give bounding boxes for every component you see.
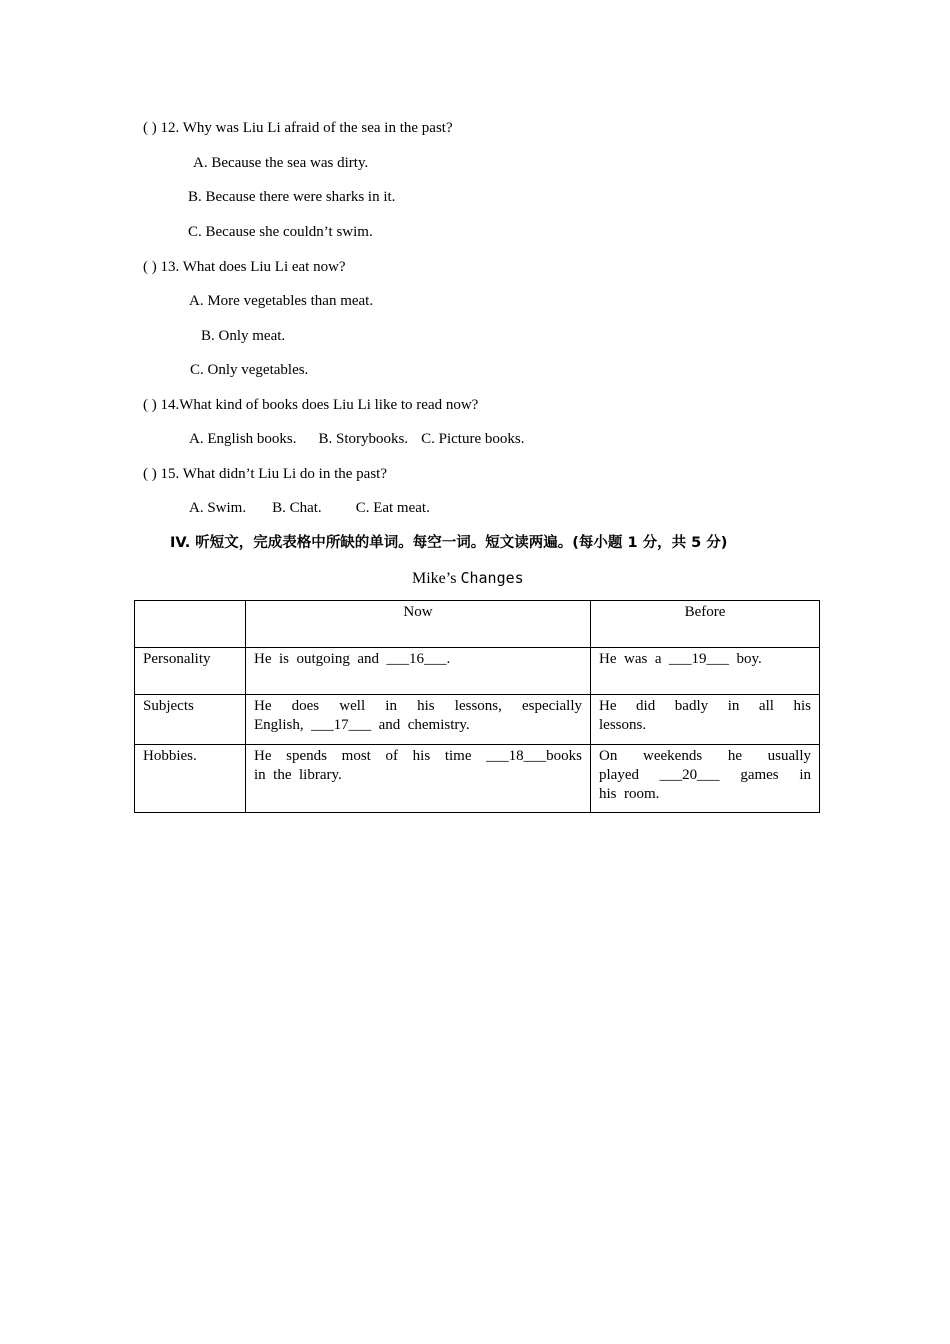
question-12-option-a: A. Because the sea was dirty. [193, 155, 369, 171]
question-13-stem: ( ) 13. What does Liu Li eat now? [143, 259, 346, 275]
cell-subjects-now-line2: English, ___17___ and chemistry. [254, 717, 470, 733]
question-14-option-a: A. English books. [189, 431, 297, 447]
header-before: Before [591, 601, 820, 648]
cell-subjects-before-line1: He did badly in all his [599, 698, 811, 714]
row-label-subjects: Subjects [135, 695, 246, 745]
table-title [412, 569, 524, 588]
question-12-option-c: C. Because she couldn’t swim. [188, 224, 373, 240]
table-row-hobbies [135, 745, 820, 813]
table-title-name: Mike’s [412, 570, 457, 587]
question-13-option-a: A. More vegetables than meat. [189, 293, 374, 309]
question-14-option-b: B. Storybooks. [318, 431, 409, 447]
header-empty-cell [135, 601, 246, 648]
question-15-option-c: C. Eat meat. [355, 500, 430, 516]
cell-hobbies-before-line2: played ___20___ games in [599, 767, 811, 783]
cell-personality-now: He is outgoing and ___16___. [246, 648, 591, 695]
question-15-stem: ( ) 15. What didn’t Liu Li do in the past? [143, 466, 387, 482]
header-now: Now [246, 601, 591, 648]
cell-personality-before: He was a ___19___ boy. [591, 648, 820, 695]
row-label-hobbies: Hobbies. [135, 745, 246, 813]
cell-hobbies-before-line3: his room. [599, 786, 660, 802]
cell-subjects-now-line1: He does well in his lessons, especially [254, 698, 582, 714]
section-title: IV. 听短文，完成表格中所缺的单词。每空一词。短文读两遍。(每小题 1 分，共 5 分) [170, 535, 728, 551]
cell-hobbies-now [246, 745, 591, 813]
cell-subjects-before-line2: lessons. [599, 717, 647, 733]
table-row-personality [135, 648, 820, 695]
cell-hobbies-now-line2: in the library. [254, 767, 342, 783]
changes-table [134, 600, 820, 813]
question-13-option-c: C. Only vegetables. [190, 362, 309, 378]
cell-subjects-before [591, 695, 820, 745]
question-14-stem: ( ) 14.What kind of books does Liu Li like to read now? [143, 397, 479, 413]
table-header-row [135, 601, 820, 648]
cell-hobbies-now-line1: He spends most of his time ___18___books [254, 748, 582, 764]
question-14-option-c: C. Picture books. [421, 431, 525, 447]
question-15-option-a: A. Swim. [189, 500, 247, 516]
cell-hobbies-before [591, 745, 820, 813]
table-title-changes: Changes [460, 569, 524, 587]
question-15-option-b: B. Chat. [272, 500, 322, 516]
question-14-options [189, 430, 524, 448]
question-15-options [189, 499, 430, 517]
question-12-option-b: B. Because there were sharks in it. [188, 189, 396, 205]
question-12-stem: ( ) 12. Why was Liu Li afraid of the sea in the past? [143, 120, 453, 136]
cell-hobbies-before-line1: On weekends he usually [599, 748, 811, 764]
table-row-subjects [135, 695, 820, 745]
cell-subjects-now [246, 695, 591, 745]
row-label-personality: Personality [135, 648, 246, 695]
question-13-option-b: B. Only meat. [201, 328, 286, 344]
